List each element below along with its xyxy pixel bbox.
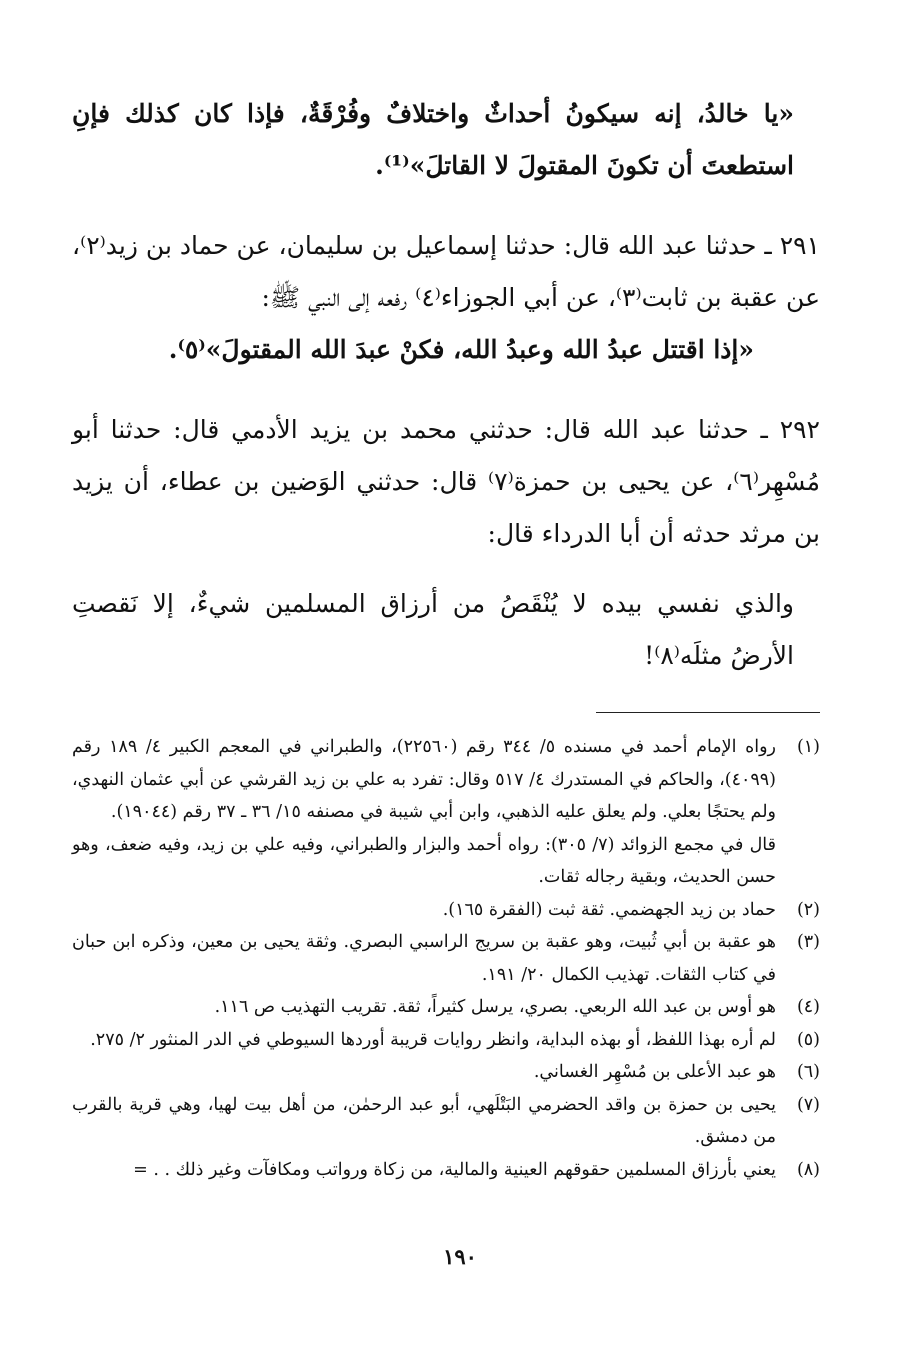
footnote-text: لم أره بهذا اللفظ، أو بهذه البداية، وانظر روايات قريبة أوردها السيوطي في الدر المنثور ٢/ ٢٧٥.	[90, 1029, 776, 1050]
footnote-body	[72, 1056, 776, 1089]
footnote-text: حماد بن زيد الجهضمي. ثقة ثبت (الفقرة ١٦٥).	[442, 899, 776, 920]
footnotes-list	[72, 731, 820, 1186]
footnote-text: هو عبد الأعلى بن مُسْهِر الغساني.	[533, 1062, 776, 1082]
footnote-6	[72, 1056, 820, 1089]
footnote-body	[72, 1154, 776, 1187]
footnote-body	[72, 1089, 776, 1154]
footnote-8	[72, 1154, 820, 1187]
page-number: ١٩٠	[443, 1244, 477, 1269]
spacer	[72, 192, 820, 220]
footnote-body	[72, 926, 776, 991]
footnote-body	[72, 894, 776, 927]
footnote-1	[72, 731, 820, 894]
footnote-2	[72, 894, 820, 927]
footnote-number: (٢)	[796, 899, 820, 920]
footnote-text: هو عقبة بن أبي ثُبيت، وهو عقبة بن سريج الراسبي البصري. وثقة يحيى بن معين، وذكره ابن حبان في كتاب الثقات. تهذيب الكمال ٢٠/ ١٩١.	[72, 932, 776, 985]
footnote-body	[72, 991, 776, 1024]
footnote-number: (٨)	[796, 1159, 820, 1180]
footnote-7	[72, 1089, 820, 1154]
page-content	[72, 88, 820, 1186]
hadith-292-chain: ٢٩٢ ـ حدثنا عبد الله قال: حدثني محمد بن يزيد الأدمي قال: حدثنا أبو مُسْهِر⁽٦⁾، عن يحيى بن حمزة⁽٧⁾ قال: حدثني الوَضين بن عطاء، أن يزيد بن مرثد حدثه أن أبا الدرداء قال:	[72, 415, 820, 548]
footnote-text: قال في مجمع الزوائد (٧/ ٣٠٥): رواه أحمد والبزار والطبراني، وفيه علي بن زيد، وفيه ضعف، وهو حسن الحديث، وبقية رجاله ثقات.	[72, 834, 776, 887]
spacer	[72, 376, 820, 404]
hadith-quote-291: «إذا اقتتل عبدُ الله وعبدُ الله، فكنْ عبدَ الله المقتولَ»⁽٥⁾.	[168, 335, 754, 364]
footnote-body	[72, 1024, 776, 1057]
footnote-4	[72, 991, 820, 1024]
hadith-quote-1: «يا خالدُ، إنه سيكونُ أحداثٌ واختلافٌ وفُرْقَةٌ، فإذا كان كذلك فإنِ استطعتَ أن تكونَ المقتولَ لا القاتلَ»⁽¹⁾.	[72, 99, 794, 180]
footnote-divider	[596, 712, 820, 713]
spacer	[72, 560, 820, 578]
footnote-body	[72, 731, 776, 894]
athar-292-text: والذي نفسي بيده لا يُنْقَصُ من أرزاق المسلمين شيءٌ، إلا نَقصتِ الأرضُ مثلَه⁽٨⁾!	[72, 589, 794, 670]
footnote-number: (٧)	[796, 1094, 820, 1115]
footnote-text: رواه الإمام أحمد في مسنده ٥/ ٣٤٤ رقم (٢٢٥٦٠)، والطبراني في المعجم الكبير ٤/ ١٨٩ رقم (٤٠٩٩)، والحاكم في المستدرك ٤/ ٥١٧ وقال: تفرد به علي بن زيد القرشي عن أبي عثمان النهدي، ولم يحتجًا بعلي. ولم يعلق عليه الذهبي، وابن أبي شيبة في مصنفه ١٥/ ٣٦ ـ ٣٧ رقم (١٩٠٤٤).	[72, 737, 777, 822]
footnote-number: (١)	[796, 737, 820, 757]
footnote-number: (٣)	[796, 932, 820, 952]
footnote-3	[72, 926, 820, 991]
footnote-text: هو أوس بن عبد الله الربعي. بصري، يرسل كثيراً، ثقة. تقريب التهذيب ص ١١٦.	[214, 997, 776, 1017]
footnote-text: يحيى بن حمزة بن واقد الحضرمي البَتْلَهي، أبو عبد الرحمٰن، من أهل بيت لهيا، وهي قرية بالقرب من دمشق.	[72, 1094, 776, 1147]
footnote-number: (٦)	[796, 1062, 820, 1082]
footnote-number: (٥)	[796, 1029, 820, 1050]
footnote-number: (٤)	[796, 997, 820, 1017]
hadith-291-chain: ٢٩١ ـ حدثنا عبد الله قال: حدثنا إسماعيل بن سليمان، عن حماد بن زيد⁽٢⁾، عن عقبة بن ثابت⁽٣⁾، عن أبي الجوزاء⁽٤⁾ رفعه إلى النبي ﷺ:	[72, 231, 820, 312]
footnote-5	[72, 1024, 820, 1057]
footnote-text: يعني بأرزاق المسلمين حقوقهم العينية والمالية، من زكاة ورواتب ومكافآت وغير ذلك . . =	[133, 1159, 776, 1180]
